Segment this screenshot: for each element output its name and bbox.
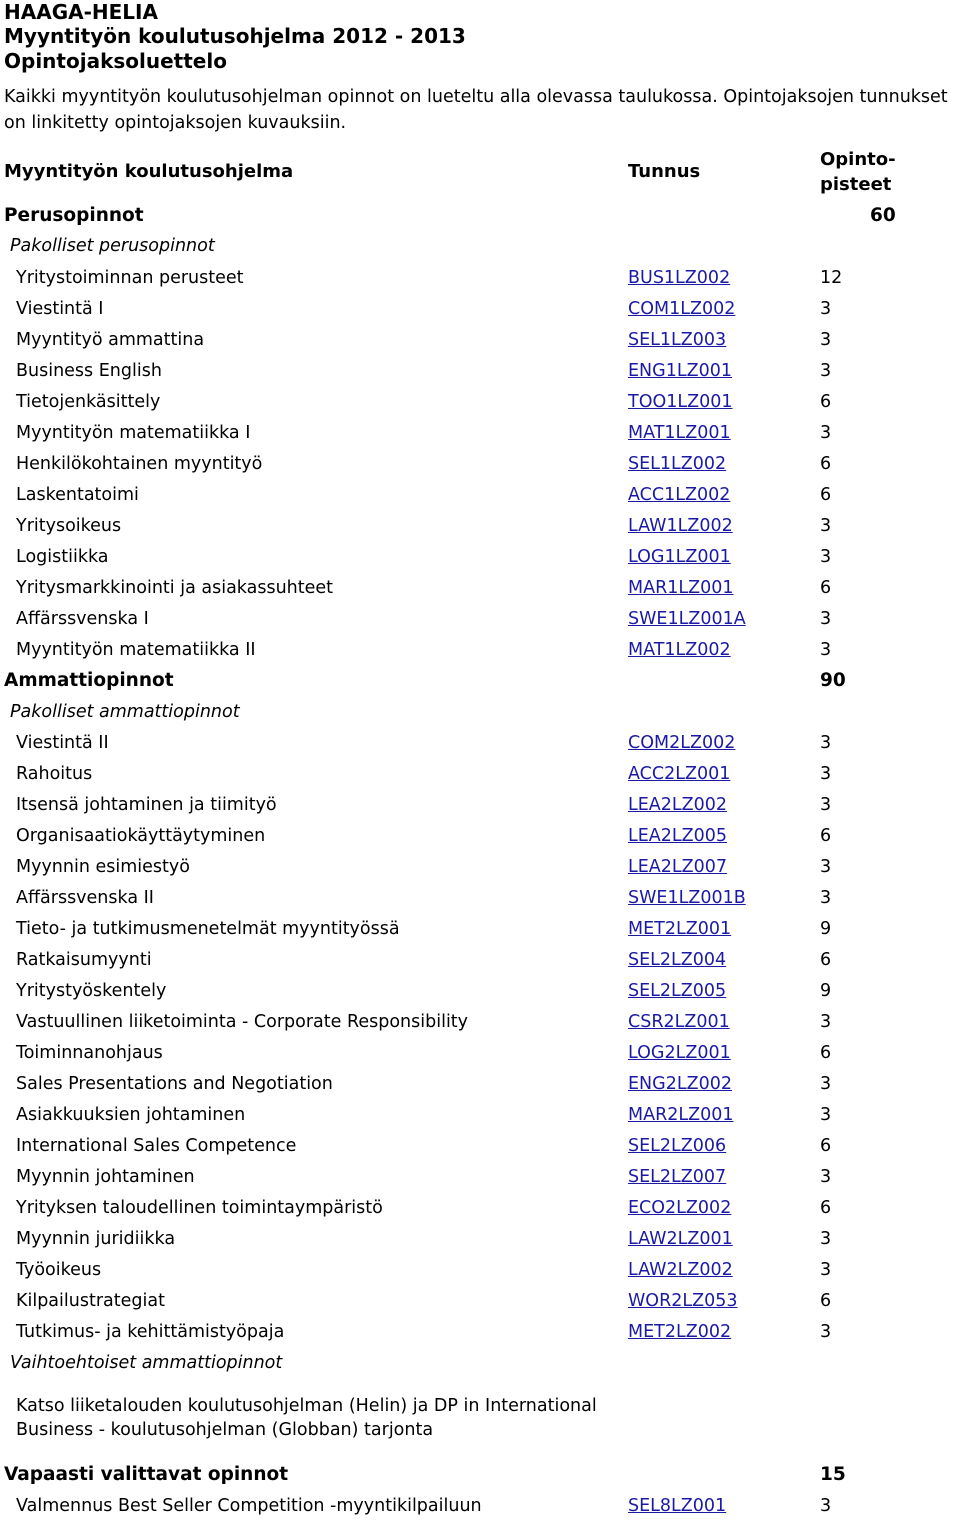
course-name: Ratkaisumyynti [16,950,152,970]
course-credits: 3 [820,733,832,753]
course-code-link[interactable]: CSR2LZ001 [628,1012,730,1032]
course-code-link[interactable]: MAT1LZ001 [628,423,731,443]
course-name: Sales Presentations and Negotiation [16,1074,333,1094]
course-code-link[interactable]: BUS1LZ002 [628,268,731,288]
section-title-professional: Ammattiopinnot [4,670,174,691]
course-name: Vastuullinen liiketoiminta - Corporate Responsibility [16,1012,469,1032]
course-code-link[interactable]: SWE1LZ001B [628,888,746,908]
course-code-link[interactable]: SEL2LZ006 [628,1136,727,1156]
section-title-basic: Perusopinnot [4,205,144,226]
course-code-link[interactable]: ENG1LZ001 [628,361,732,381]
course-name: Yrityksen taloudellinen toimintaympäristö [16,1198,383,1218]
course-name: Myynnin esimiestyö [16,857,190,877]
course-code-link[interactable]: LEA2LZ002 [628,795,728,815]
course-name: International Sales Competence [16,1136,297,1156]
course-code-link[interactable]: SEL2LZ005 [628,981,727,1001]
course-credits: 3 [820,609,832,629]
column-header-credits-line1: Opinto- [820,149,896,170]
course-credits: 3 [820,1260,832,1280]
course-name: Tietojenkäsittely [16,392,161,412]
course-name: Affärssvenska I [16,609,149,629]
course-credits: 3 [820,1496,832,1516]
course-name: Työoikeus [16,1260,102,1280]
course-name: Logistiikka [16,547,109,567]
course-name: Myyntityö ammattina [16,330,205,350]
section-title-free: Vapaasti valittavat opinnot [4,1464,289,1485]
course-code-link[interactable]: MET2LZ002 [628,1322,732,1342]
course-name: Yritysmarkkinointi ja asiakassuhteet [16,578,334,598]
course-credits: 3 [820,1167,832,1187]
course-credits: 6 [820,485,832,505]
column-header-code: Tunnus [628,161,701,182]
course-name: Itsensä johtaminen ja tiimityö [16,795,277,815]
org-title: HAAGA-HELIA [4,0,158,24]
course-name: Yritysoikeus [16,516,122,536]
course-name: Myyntityön matematiikka II [16,640,256,660]
subsection-title-elective: Vaihtoehtoiset ammattiopinnot [10,1353,283,1373]
course-name: Viestintä I [16,299,104,319]
course-code-link[interactable]: LOG1LZ001 [628,547,731,567]
course-credits: 6 [820,1198,832,1218]
course-code-link[interactable]: SEL2LZ007 [628,1167,727,1187]
course-name: Myynnin johtaminen [16,1167,195,1187]
course-name: Asiakkuuksien johtaminen [16,1105,246,1125]
course-credits: 3 [820,795,832,815]
course-code-link[interactable]: LEA2LZ005 [628,826,728,846]
course-credits: 6 [820,1043,832,1063]
course-credits: 3 [820,516,832,536]
course-name: Henkilökohtainen myyntityö [16,454,263,474]
course-credits: 6 [820,578,832,598]
course-name: Kilpailustrategiat [16,1291,165,1311]
course-credits: 6 [820,1136,832,1156]
course-name: Tieto- ja tutkimusmenetelmät myyntityössä [16,919,400,939]
course-name: Yritystyöskentely [16,981,167,1001]
column-header-credits-line2: pisteet [820,174,892,195]
course-code-link[interactable]: WOR2LZ053 [628,1291,738,1311]
course-code-link[interactable]: COM1LZ002 [628,299,736,319]
course-name: Valmennus Best Seller Competition -myyntikilpailuun [16,1496,482,1516]
course-credits: 3 [820,1322,832,1342]
intro-text: Kaikki myyntityön koulutusohjelman opinnot on lueteltu alla olevassa taulukossa. Opintojaksojen tunnukset on linkitetty opintojaksojen kuvauksiin. [4,87,948,133]
course-name: Tutkimus- ja kehittämistyöpaja [16,1322,285,1342]
course-name: Affärssvenska II [16,888,154,908]
course-name: Business English [16,361,162,381]
course-credits: 6 [820,392,832,412]
course-code-link[interactable]: LOG2LZ001 [628,1043,731,1063]
course-credits: 9 [820,981,832,1001]
course-credits: 3 [820,1012,832,1032]
course-code-link[interactable]: ECO2LZ002 [628,1198,732,1218]
course-code-link[interactable]: TOO1LZ001 [628,392,733,412]
list-title: Opintojaksoluettelo [4,49,227,73]
course-credits: 6 [820,454,832,474]
course-credits: 3 [820,857,832,877]
course-code-link[interactable]: SEL8LZ001 [628,1496,727,1516]
course-credits: 3 [820,764,832,784]
course-credits: 3 [820,361,832,381]
course-name: Viestintä II [16,733,109,753]
course-name: Toiminnanohjaus [16,1043,163,1063]
course-credits: 3 [820,299,832,319]
course-code-link[interactable]: MAT1LZ002 [628,640,731,660]
section-credits-professional: 90 [820,670,846,691]
course-code-link[interactable]: ACC1LZ002 [628,485,731,505]
course-code-link[interactable]: SWE1LZ001A [628,609,746,629]
course-credits: 3 [820,1074,832,1094]
course-name: Myynnin juridiikka [16,1229,176,1249]
course-credits: 12 [820,268,843,288]
column-header-name: Myyntityön koulutusohjelma [4,161,294,182]
course-code-link[interactable]: SEL1LZ002 [628,454,727,474]
course-code-link[interactable]: MET2LZ001 [628,919,732,939]
course-credits: 3 [820,423,832,443]
course-name: Rahoitus [16,764,93,784]
course-code-link[interactable]: ACC2LZ001 [628,764,731,784]
course-code-link[interactable]: SEL1LZ003 [628,330,727,350]
course-code-link[interactable]: LAW2LZ001 [628,1229,733,1249]
course-code-link[interactable]: SEL2LZ004 [628,950,727,970]
program-title: Myyntityön koulutusohjelma 2012 - 2013 [4,24,466,48]
course-code-link[interactable]: MAR1LZ001 [628,578,734,598]
course-credits: 3 [820,330,832,350]
course-code-link[interactable]: LAW1LZ002 [628,516,733,536]
course-credits: 3 [820,1229,832,1249]
course-name: Laskentatoimi [16,485,139,505]
course-credits: 3 [820,547,832,567]
section-credits-free: 15 [820,1464,846,1485]
course-name: Yritystoiminnan perusteet [16,268,244,288]
elective-note: Katso liiketalouden koulutusohjelman (Helin) ja DP in International Business - koulutusohjelman (Globban) tarjonta [16,1396,597,1440]
course-code-link[interactable]: COM2LZ002 [628,733,736,753]
course-code-link[interactable]: LAW2LZ002 [628,1260,733,1280]
course-code-link[interactable]: LEA2LZ007 [628,857,728,877]
subsection-title-basic: Pakolliset perusopinnot [10,236,215,256]
course-credits: 9 [820,919,832,939]
course-credits: 3 [820,640,832,660]
course-credits: 3 [820,1105,832,1125]
subsection-title-professional: Pakolliset ammattiopinnot [10,702,240,722]
course-credits: 6 [820,1291,832,1311]
course-credits: 6 [820,950,832,970]
course-name: Organisaatiokäyttäytyminen [16,826,266,846]
course-code-link[interactable]: ENG2LZ002 [628,1074,732,1094]
section-credits-basic: 60 [870,205,896,226]
course-code-link[interactable]: MAR2LZ001 [628,1105,734,1125]
course-credits: 6 [820,826,832,846]
course-credits: 3 [820,888,832,908]
course-name: Myyntityön matematiikka I [16,423,251,443]
